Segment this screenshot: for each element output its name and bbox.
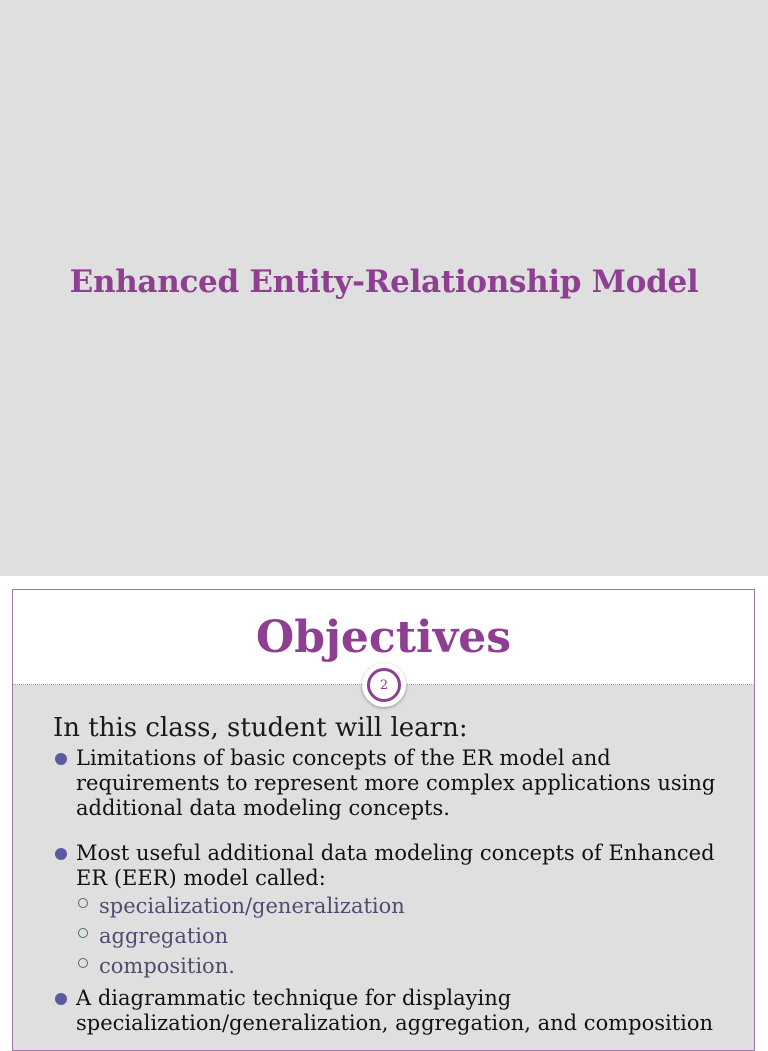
- objectives-slide: [12, 589, 755, 1051]
- bullet-dot-icon: [55, 848, 67, 860]
- bullet-text: Most useful additional data modeling concepts of Enhanced ER (EER) model called:: [76, 841, 715, 890]
- slide-number-badge: [362, 663, 406, 707]
- bullet-item: [53, 841, 733, 891]
- sub-bullet-item: [53, 891, 733, 921]
- sub-bullet-text: aggregation: [99, 924, 229, 948]
- sub-bullet-text: specialization/generalization: [99, 894, 405, 918]
- bullet-dot-icon: [55, 753, 67, 765]
- sub-bullet-item: [53, 951, 733, 981]
- sub-bullet-text: composition.: [99, 954, 235, 978]
- bullet-text: Limitations of basic concepts of the ER model and requirements to represent more complex applications using additional data modeling concepts.: [76, 746, 716, 820]
- hollow-circle-icon: [78, 958, 88, 968]
- title-slide-heading: Enhanced Entity-Relationship Model: [69, 264, 699, 300]
- bullet-item: [53, 746, 733, 821]
- slide-title: Objectives: [255, 612, 512, 663]
- hollow-circle-icon: [78, 898, 88, 908]
- slide-body: [53, 712, 733, 1036]
- intro-text: In this class, student will learn:: [53, 713, 468, 743]
- slide-number: 2: [367, 668, 401, 702]
- sub-bullet-item: [53, 921, 733, 951]
- bullet-text: A diagrammatic technique for displaying specialization/generalization, aggregation, and composition: [76, 986, 714, 1035]
- bullet-dot-icon: [55, 993, 67, 1005]
- bullet-item: [53, 986, 733, 1036]
- hollow-circle-icon: [78, 928, 88, 938]
